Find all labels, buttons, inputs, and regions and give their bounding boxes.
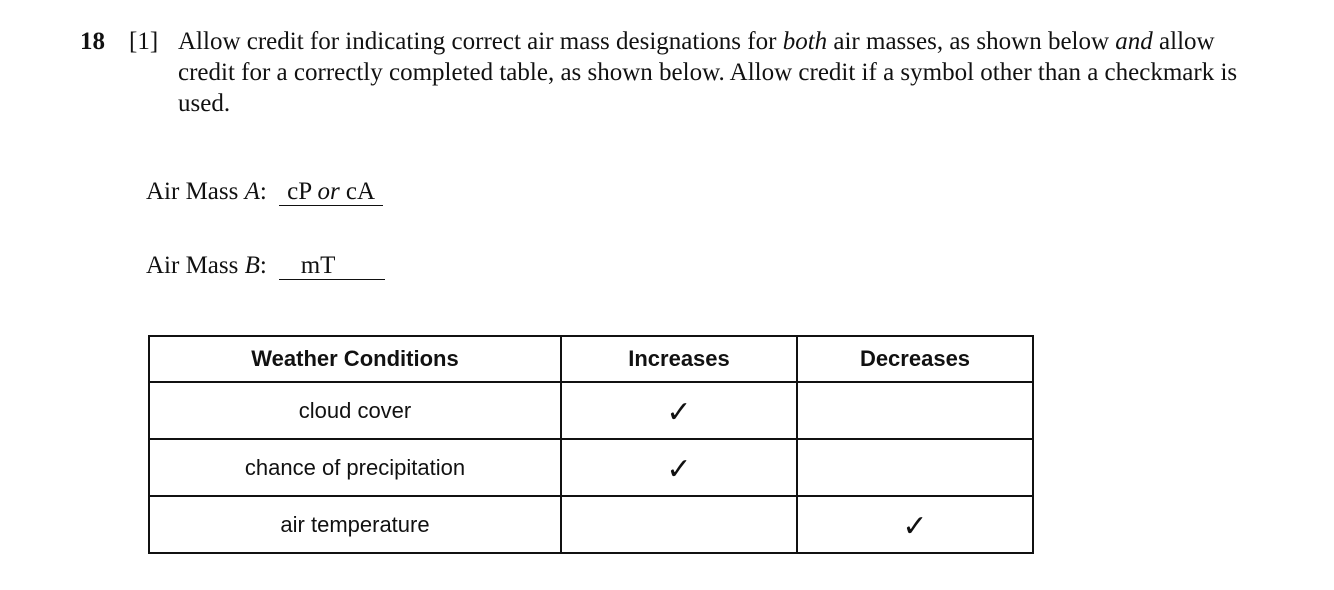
air-mass-b-answer-text: mT — [300, 252, 336, 279]
table-row — [149, 439, 1033, 496]
decreases-cell — [797, 496, 1033, 553]
air-mass-b-label-suffix: : — [259, 252, 267, 279]
air-mass-b-label-prefix: Air Mass — [146, 252, 245, 279]
question-text-emph-and: and — [1115, 28, 1153, 55]
air-mass-a-line — [146, 177, 383, 207]
header-decreases: Decreases — [797, 336, 1033, 382]
air-mass-a-label-letter: A — [244, 178, 260, 205]
checkmark-icon: ✓ — [666, 394, 692, 430]
question-text-emph-both: both — [782, 28, 828, 55]
question-text-part2: air masses, as shown below — [827, 28, 1116, 55]
weather-conditions-table — [148, 335, 1034, 554]
table-header-row — [149, 336, 1033, 382]
decreases-cell — [797, 382, 1033, 439]
air-mass-a-answer — [279, 179, 383, 206]
table-row — [149, 496, 1033, 553]
question-text-part1: Allow credit for indicating correct air mass designations for — [178, 28, 783, 55]
question-number: 18 — [80, 28, 105, 55]
air-mass-b-line — [146, 251, 385, 281]
checkmark-icon: ✓ — [666, 451, 692, 487]
air-mass-a-label-suffix: : — [259, 178, 267, 205]
air-mass-a-answer-or: or — [317, 178, 340, 205]
decreases-cell — [797, 439, 1033, 496]
air-mass-a-answer-part1: cP — [287, 178, 318, 205]
table-row — [149, 382, 1033, 439]
header-weather-conditions: Weather Conditions — [149, 336, 561, 382]
condition-cell: chance of precipitation — [149, 439, 561, 496]
condition-cell: air temperature — [149, 496, 561, 553]
checkmark-icon: ✓ — [902, 508, 928, 544]
increases-cell — [561, 439, 797, 496]
air-mass-b-label-letter: B — [244, 252, 260, 279]
air-mass-b-answer — [279, 253, 385, 280]
header-increases: Increases — [561, 336, 797, 382]
increases-cell — [561, 496, 797, 553]
air-mass-a-answer-part2: cA — [339, 178, 376, 205]
condition-cell: cloud cover — [149, 382, 561, 439]
air-mass-a-label-prefix: Air Mass — [146, 178, 245, 205]
question-text — [178, 26, 1250, 119]
question-credit: [1] — [129, 28, 159, 55]
increases-cell — [561, 382, 797, 439]
question-text-part3: allow credit for a correctly completed table, as shown below. Allow credit if a symbol other than a checkmark is used. — [178, 28, 1238, 117]
